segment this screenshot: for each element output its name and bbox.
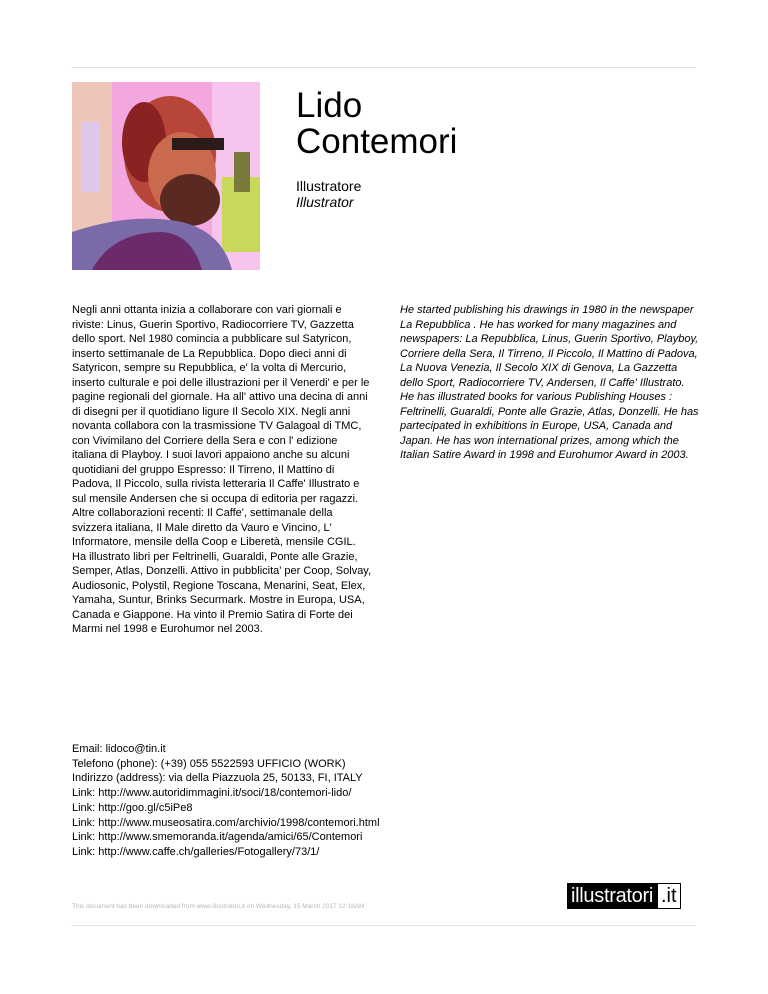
link-item[interactable]: Link: http://www.caffe.ch/galleries/Fotogallery/73/1/ xyxy=(72,845,320,858)
top-divider xyxy=(71,67,696,68)
logo-tld-text: .it xyxy=(658,883,681,909)
biography-italian: Negli anni ottanta inizia a collaborare con vari giornali e riviste: Linus, Guerin Sportivo, Radiocorriere TV, Gazzetta dello sport. Nel 1980 comincia a pubblicare sul Satyricon, inserto settimanale de La Repubblica. Dopo dieci anni di Satyricon, sempre su Repubblica, e' la volta di Mercurio, inserto culturale e poi delle illustrazioni per il Venerdi' e per le pagine regionali del giornale. Ha all' attivo una decina di anni di disegni per il quotidiano ligure Il Secolo XIX. Negli anni novanta collabora con la trasmissione TV Galagoal di TMC, con Vivimilano del Corriere della Sera e con l' edizione italiana di Playboy. I suoi lavori appaiono anche su alcuni quotidiani del gruppo Espresso: Il Tirreno, Il Mattino di Padova, Il Piccolo, sulla rivista letteraria Il Caffe' Illustrato e sul mensile Andersen che si occupa di editoria per ragazzi. Altre collaborazioni recenti: Il Caffe', settimanale della svizzera italiana, Il Male diretto da Vauro e Vincino, L' Informatore, mensile della Coop e Liberetà, mensile CGIL. Ha illustrato libri per Feltrinelli, Guaraldi, Ponte alle Grazie, Semper, Atlas, Donzelli. Attivo in pubblicita' per Coop, Solvay, Audiosonic, Polystil, Regione Toscana, Menarini, Seat, Elex, Yamaha, Suntur, Brinks Securmark. Mostre in Europa, USA, Canada e Giappone. Ha vinto il Premio Satira di Forte dei Marmi nel 1998 e Eurohumor nel 2003. xyxy=(72,304,372,635)
link-item[interactable]: Link: http://www.autoridimmagini.it/soci/18/contemori-lido/ xyxy=(72,787,352,800)
logo-main-text: illustratori xyxy=(567,883,658,909)
address-text: Indirizzo (address): via della Piazzuola 25, 50133, FI, ITALY xyxy=(72,772,363,785)
phone-text: Telefono (phone): (+39) 055 5522593 UFFICIO (WORK) xyxy=(72,757,346,770)
bottom-divider xyxy=(71,925,696,926)
biography-english: He started publishing his drawings in 1980 in the newspaper La Repubblica . He has worked for many magazines and newspapers: La Repubblica, Linus, Guerin Sportivo, Playboy, Corriere della Sera, Il Tirreno, Il Piccolo, Il Mattino di Padova, La Nuova Venezia, Il Secolo XIX di Genova, La Gazzetta dello Sport, Radiocorriere TV, Andersen, Il Caffe' Illustrato. He has illustrated books for various Publishing Houses : Feltrinelli, Guaraldi, Ponte alle Grazie, Atlas, Donzelli. He has partecipated in exhibitions in Europe, USA, Canada and Japan. He has won international prizes, among which the Italian Satire Award in 1998 and Eurohumor Award in 2003. xyxy=(400,304,699,461)
artist-last-name: Contemori xyxy=(296,122,458,161)
contact-info xyxy=(72,742,380,860)
illustratori-logo xyxy=(567,883,681,909)
link-item[interactable]: Link: http://www.museosatira.com/archivio/1998/contemori.html xyxy=(72,816,380,829)
link-item[interactable]: Link: http://www.smemoranda.it/agenda/amici/65/Contemori xyxy=(72,831,363,844)
artist-first-name: Lido xyxy=(296,86,363,125)
download-note: This document has been downloaded from www.illustratori.it on Wednesday, 15 March 2017 12:18AM xyxy=(72,903,365,910)
role-italian: Illustratore xyxy=(296,178,362,194)
portrait-image xyxy=(72,82,260,270)
link-item[interactable]: Link: http://goo.gl/c5iPe8 xyxy=(72,801,193,814)
artist-portrait xyxy=(72,82,260,270)
artist-name xyxy=(296,88,457,160)
email-text: Email: lidoco@tin.it xyxy=(72,743,166,755)
role-english: Illustrator xyxy=(296,194,354,210)
